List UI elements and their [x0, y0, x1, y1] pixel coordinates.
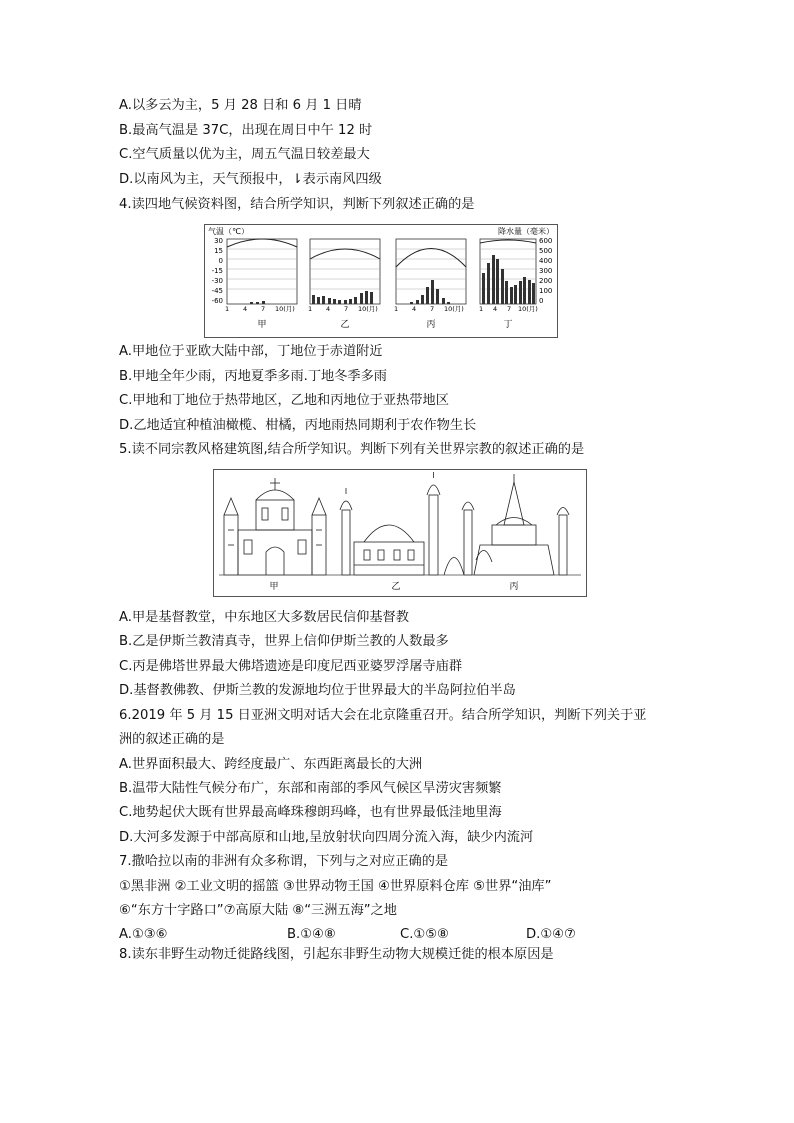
church-illustration [224, 478, 326, 575]
month-tick: 4 [243, 305, 248, 313]
panel-label-yi: 乙 [340, 320, 350, 330]
q5-option-b: B.乙是伊斯兰教清真寺，世界上信仰伊斯兰教的人数最多 [119, 634, 449, 649]
left-tick: -30 [211, 277, 223, 285]
left-tick: -60 [211, 297, 223, 305]
climate-panel-jia [225, 239, 297, 330]
religious-architecture-figure [213, 469, 587, 597]
q5-option-a: A.甲是基督教堂，中东地区大多数居民信仰基督教 [119, 610, 409, 625]
right-tick: 100 [539, 287, 553, 295]
arch-label-yi: 乙 [391, 582, 401, 592]
svg-text:10(月): 10(月) [518, 305, 538, 313]
right-tick: 400 [539, 257, 553, 265]
left-tick: 30 [214, 237, 223, 245]
q5-option-d: D.基督教佛教、伊斯兰教的发源地均位于世界最大的半岛阿拉伯半岛 [119, 683, 516, 698]
svg-text:7: 7 [344, 305, 349, 313]
right-tick: 500 [539, 247, 553, 255]
q7-choice-c: C.①⑤⑧ [400, 927, 449, 942]
left-tick: 0 [218, 257, 223, 265]
q3-option-d: D.以南风为主，天气预报中，⇂表示南风四级 [119, 172, 382, 187]
left-tick: -45 [211, 287, 223, 295]
svg-text:7: 7 [507, 305, 512, 313]
left-tick: 15 [214, 247, 223, 255]
svg-text:4: 4 [412, 305, 417, 313]
q7-items-line1: ①黑非洲 ②工业文明的摇篮 ③世界动物王国 ④世界原料仓库 ⑤世界“油库” [119, 879, 552, 894]
right-tick: 0 [539, 297, 544, 305]
q6-option-d: D.大河多发源于中部高原和山地,呈放射状向四周分流入海，缺少内流河 [119, 830, 534, 845]
q4-option-a: A.甲地位于亚欧大陆中部，丁地位于赤道附近 [119, 344, 383, 359]
q4-option-c: C.甲地和丁地位于热带地区，乙地和丙地位于亚热带地区 [119, 393, 449, 408]
q5-option-c: C.丙是佛塔世界最大佛塔遗迹是印度尼西亚婆罗浮屠寺庙群 [119, 659, 463, 674]
q4-option-d: D.乙地适宜种植油橄榄、柑橘，丙地雨热同期利于农作物生长 [119, 418, 477, 433]
q6-option-c: C.地势起伏大既有世界最高峰珠穆朗玛峰，也有世界最低洼地里海 [119, 805, 502, 820]
q3-option-b: B.最高气温是 37C，出现在周日中午 12 时 [119, 123, 373, 138]
climate-chart-figure [204, 224, 558, 338]
arch-label-bing: 丙 [509, 582, 519, 592]
climate-panel-yi [308, 239, 380, 330]
svg-text:10(月): 10(月) [444, 305, 464, 313]
architecture-svg [214, 470, 586, 596]
q7-choice-a: A.①③⑥ [119, 927, 168, 942]
q7-choice-b: B.①④⑧ [287, 927, 336, 942]
q5-stem: 5.读不同宗教风格建筑图,结合所学知识。判断下列有关世界宗教的叙述正确的是 [119, 442, 585, 457]
pagoda-illustration [444, 474, 569, 575]
q6-option-a: A.世界面积最大、跨经度最广、东西距离最长的大洲 [119, 757, 423, 772]
panel-label-jia: 甲 [257, 320, 267, 330]
q4-stem: 4.读四地气候资料图，结合所学知识，判断下列叙述正确的是 [119, 197, 475, 212]
month-tick: 1 [225, 305, 230, 313]
svg-text:4: 4 [493, 305, 498, 313]
climate-panel-ding [479, 239, 538, 330]
svg-text:10(月): 10(月) [358, 305, 378, 313]
mosque-illustration [340, 472, 474, 575]
panel-label-bing: 丙 [426, 320, 436, 330]
q7-stem: 7.撒哈拉以南的非洲有众多称谓，下列与之对应正确的是 [119, 854, 449, 869]
month-tick: 7 [261, 305, 266, 313]
q6-option-b: B.温带大陆性气候分布广，东部和南部的季风气候区旱涝灾害频繁 [119, 781, 502, 796]
svg-text:7: 7 [430, 305, 435, 313]
right-tick: 300 [539, 267, 553, 275]
climate-chart-svg [205, 225, 557, 337]
left-tick: -15 [211, 267, 223, 275]
q8-stem: 8.读东非野生动物迁徙路线图，引起东非野生动物大规模迁徙的根本原因是 [119, 947, 554, 962]
q6-stem-line1: 6.2019 年 5 月 15 日亚洲文明对话大会在北京隆重召开。结合所学知识，判断下列关于亚 [119, 708, 647, 723]
climate-panel-bing [394, 239, 466, 330]
q6-stem-line2: 洲的叙述正确的是 [119, 732, 225, 747]
right-axis-label: 降水量（毫米） [498, 227, 554, 236]
left-axis-label: 气温（℃） [208, 227, 249, 236]
q7-choice-d: D.①④⑦ [526, 927, 576, 942]
right-tick: 200 [539, 277, 553, 285]
q7-items-line2: ⑥“东方十字路口”⑦高原大陆 ⑧“三洲五海”之地 [119, 903, 397, 918]
month-tick: 10(月) [275, 305, 295, 313]
q3-option-a: A.以多云为主，5 月 28 日和 6 月 1 日晴 [119, 98, 362, 113]
panel-label-ding: 丁 [503, 320, 513, 330]
svg-text:4: 4 [326, 305, 331, 313]
svg-text:1: 1 [308, 305, 313, 313]
right-tick: 600 [539, 237, 553, 245]
arch-label-jia: 甲 [269, 582, 279, 592]
q3-option-c: C.空气质量以优为主，周五气温日较差最大 [119, 147, 370, 162]
svg-text:1: 1 [479, 305, 484, 313]
q4-option-b: B.甲地全年少雨，丙地夏季多雨.丁地冬季多雨 [119, 369, 387, 384]
svg-text:1: 1 [394, 305, 399, 313]
